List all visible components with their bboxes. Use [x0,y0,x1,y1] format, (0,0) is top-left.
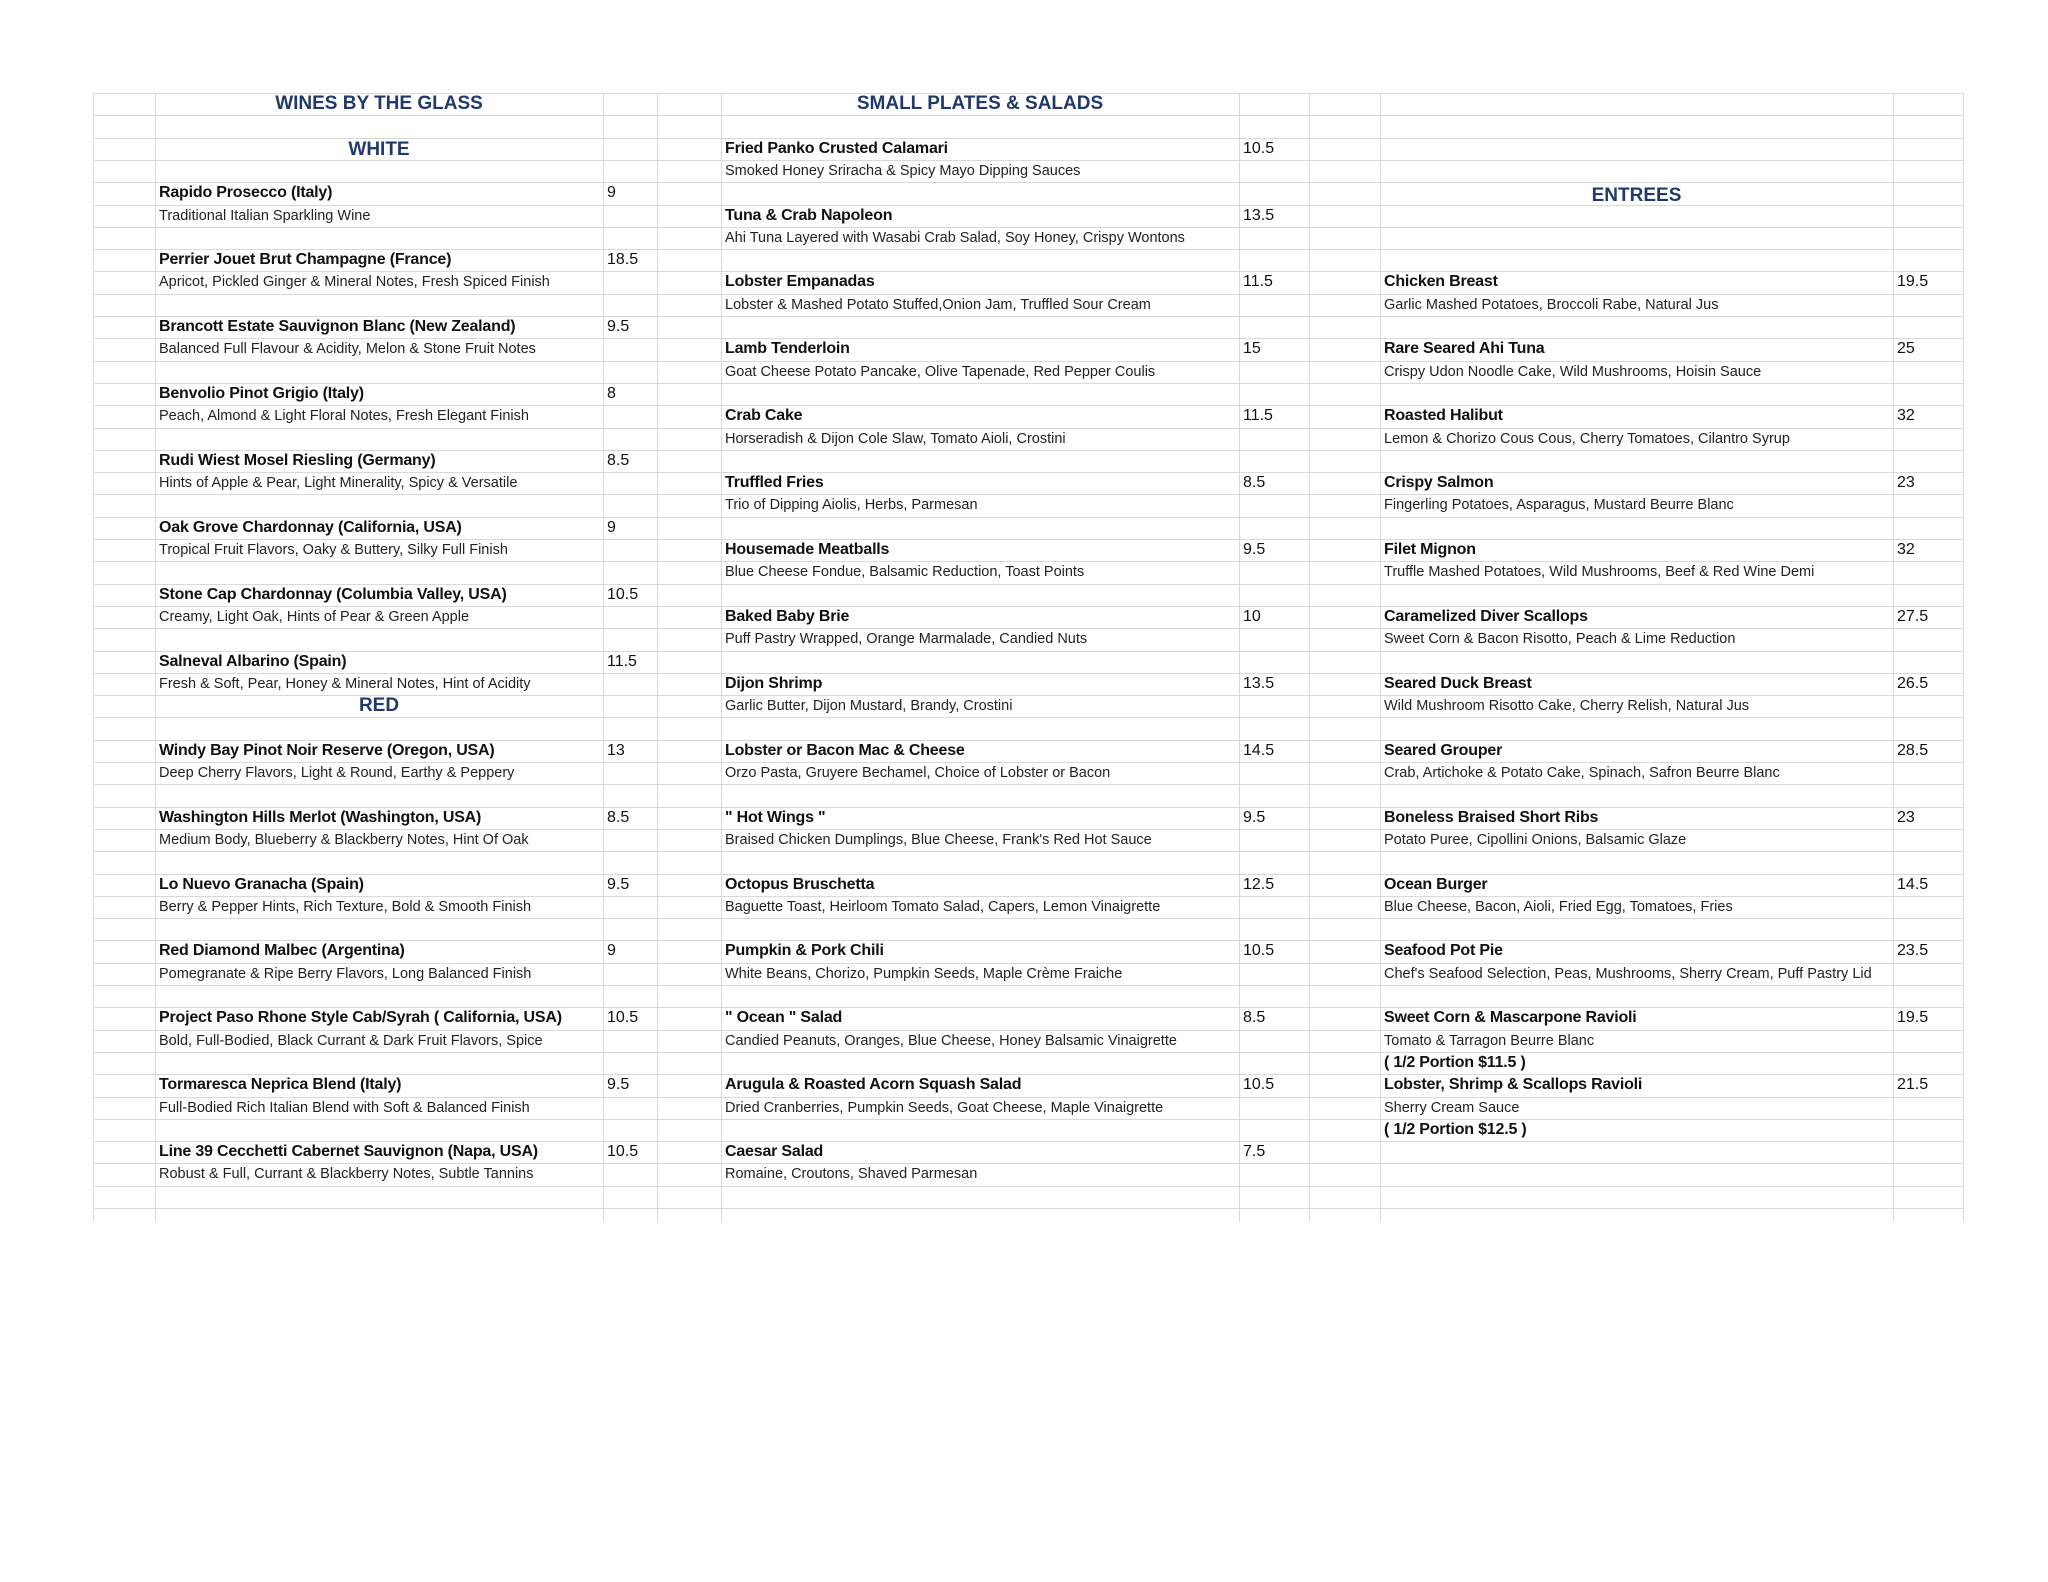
small-plate-name: Lobster or Bacon Mac & Cheese [725,742,965,759]
grid-hline [93,851,1963,852]
wine-price: 9 [607,519,616,536]
small-plate-price: 12.5 [1243,876,1275,893]
wine-price: 9 [607,184,616,201]
wine-description: Creamy, Light Oak, Hints of Pear & Green Apple [159,609,470,625]
wine-name: Benvolio Pinot Grigio (Italy) [159,385,364,402]
small-plate-name: Arugula & Roasted Acorn Squash Salad [725,1076,1022,1093]
grid-hline [93,985,1963,986]
wine-price: 9 [607,942,616,959]
small-plate-description: Baguette Toast, Heirloom Tomato Salad, Capers, Lemon Vinaigrette [725,899,1161,915]
small-plate-price: 10.5 [1243,140,1275,157]
small-plate-price: 9.5 [1243,809,1266,826]
small-plate-description: Braised Chicken Dumplings, Blue Cheese, Frank's Red Hot Sauce [725,832,1152,848]
wine-price: 9.5 [607,318,630,335]
grid-hline [93,717,1963,718]
small-plates-heading: SMALL PLATES & SALADS [856,93,1104,114]
entree-description: Blue Cheese, Bacon, Aioli, Fried Egg, Tomatoes, Fries [1384,899,1733,915]
small-plate-name: Housemade Meatballs [725,541,890,558]
small-plate-name: Dijon Shrimp [725,675,823,692]
entree-price: 32 [1897,541,1915,558]
entree-price: 21.5 [1897,1076,1929,1093]
wine-name: Line 39 Cecchetti Cabernet Sauvignon (Napa, USA) [159,1143,538,1160]
small-plate-name: " Hot Wings " [725,809,826,826]
entree-description: Wild Mushroom Risotto Cake, Cherry Relish, Natural Jus [1384,698,1750,714]
wine-name: Salneval Albarino (Spain) [159,653,347,670]
small-plate-price: 13.5 [1243,675,1275,692]
wine-description: Traditional Italian Sparkling Wine [159,208,371,224]
wine-price: 11.5 [607,653,637,670]
entree-name: Boneless Braised Short Ribs [1384,809,1599,826]
small-plate-price: 8.5 [1243,1009,1266,1026]
small-plate-description: Candied Peanuts, Oranges, Blue Cheese, Honey Balsamic Vinaigrette [725,1033,1177,1049]
small-plate-name: Tuna & Crab Napoleon [725,207,893,224]
wine-description: Bold, Full-Bodied, Black Currant & Dark Fruit Flavors, Spice [159,1033,543,1049]
wine-description: Deep Cherry Flavors, Light & Round, Earthy & Peppery [159,765,515,781]
small-plate-price: 11.5 [1243,273,1273,290]
wine-name: Perrier Jouet Brut Champagne (France) [159,251,452,268]
small-plate-price: 9.5 [1243,541,1266,558]
entree-name: Roasted Halibut [1384,407,1503,424]
entree-price: 28.5 [1897,742,1929,759]
wine-description: Hints of Apple & Pear, Light Minerality, Spicy & Versatile [159,475,518,491]
wine-name: Rapido Prosecco (Italy) [159,184,333,201]
grid-hline [93,1186,1963,1187]
wine-description: Peach, Almond & Light Floral Notes, Fresh Elegant Finish [159,408,529,424]
entree-description: Truffle Mashed Potatoes, Wild Mushrooms, Beef & Red Wine Demi [1384,564,1815,580]
entrees-heading: ENTREES [1591,185,1682,206]
wine-price: 10.5 [607,1143,639,1160]
wine-description: Apricot, Pickled Ginger & Mineral Notes, Fresh Spiced Finish [159,274,550,290]
wine-name: Red Diamond Malbec (Argentina) [159,942,405,959]
small-plate-name: Lobster Empanadas [725,273,875,290]
entree-description: Fingerling Potatoes, Asparagus, Mustard Beurre Blanc [1384,497,1734,513]
entree-price: 14.5 [1897,876,1929,893]
small-plate-description: Orzo Pasta, Gruyere Bechamel, Choice of Lobster or Bacon [725,765,1111,781]
wine-name: Windy Bay Pinot Noir Reserve (Oregon, USA) [159,742,495,759]
entree-price: 19.5 [1897,1009,1929,1026]
wine-price: 8.5 [607,809,630,826]
small-plate-description: Goat Cheese Potato Pancake, Olive Tapenade, Red Pepper Coulis [725,364,1156,380]
red-heading: RED [358,695,400,716]
grid-hline [93,874,1963,875]
entree-price: 32 [1897,407,1915,424]
wine-description: Pomegranate & Ripe Berry Flavors, Long Balanced Finish [159,966,532,982]
small-plate-price: 11.5 [1243,407,1273,424]
small-plate-description: Garlic Butter, Dijon Mustard, Brandy, Crostini [725,698,1013,714]
entree-description: Sherry Cream Sauce [1384,1100,1520,1116]
wine-price: 10.5 [607,1009,639,1026]
entree-description: Chef's Seafood Selection, Peas, Mushrooms, Sherry Cream, Puff Pastry Lid [1384,966,1872,982]
wine-price: 9.5 [607,1076,630,1093]
wine-name: Project Paso Rhone Style Cab/Syrah ( California, USA) [159,1009,562,1026]
grid-hline [93,182,1963,183]
small-plate-price: 7.5 [1243,1143,1266,1160]
wine-name: Rudi Wiest Mosel Riesling (Germany) [159,452,436,469]
wine-description: Fresh & Soft, Pear, Honey & Mineral Notes, Hint of Acidity [159,676,531,692]
wine-description: Full-Bodied Rich Italian Blend with Soft & Balanced Finish [159,1100,530,1116]
small-plate-name: Caesar Salad [725,1143,824,1160]
wine-name: Lo Nuevo Granacha (Spain) [159,876,364,893]
small-plate-name: Pumpkin & Pork Chili [725,942,884,959]
entree-description: Potato Puree, Cipollini Onions, Balsamic Glaze [1384,832,1687,848]
small-plate-description: Romaine, Croutons, Shaved Parmesan [725,1166,978,1182]
grid-hline [93,1052,1963,1053]
entree-name: Filet Mignon [1384,541,1476,558]
entree-name: Chicken Breast [1384,273,1498,290]
entree-price: 27.5 [1897,608,1929,625]
small-plate-name: Baked Baby Brie [725,608,850,625]
wine-price: 8 [607,385,616,402]
wine-name: Tormaresca Neprica Blend (Italy) [159,1076,402,1093]
grid-hline [93,115,1963,116]
entree-price: 26.5 [1897,675,1929,692]
small-plate-name: " Ocean " Salad [725,1009,843,1026]
small-plate-description: Horseradish & Dijon Cole Slaw, Tomato Aioli, Crostini [725,431,1066,447]
wine-description: Medium Body, Blueberry & Blackberry Notes, Hint Of Oak [159,832,529,848]
entree-price: 19.5 [1897,273,1929,290]
wine-price: 10.5 [607,586,639,603]
entree-price: 23 [1897,474,1915,491]
small-plate-price: 10 [1243,608,1261,625]
small-plate-price: 13.5 [1243,207,1275,224]
small-plate-description: Blue Cheese Fondue, Balsamic Reduction, Toast Points [725,564,1085,580]
wine-description: Berry & Pepper Hints, Rich Texture, Bold & Smooth Finish [159,899,532,915]
wine-name: Stone Cap Chardonnay (Columbia Valley, USA) [159,586,507,603]
entree-price: 23 [1897,809,1915,826]
small-plate-name: Fried Panko Crusted Calamari [725,140,948,157]
entree-description: Crab, Artichoke & Potato Cake, Spinach, Safron Beurre Blanc [1384,765,1780,781]
entree-price: 25 [1897,340,1915,357]
small-plate-name: Truffled Fries [725,474,824,491]
wines-heading: WINES BY THE GLASS [275,93,483,114]
small-plate-price: 10.5 [1243,1076,1275,1093]
wine-name: Oak Grove Chardonnay (California, USA) [159,519,462,536]
entree-name: Caramelized Diver Scallops [1384,608,1588,625]
small-plate-price: 14.5 [1243,742,1275,759]
white-heading: WHITE [348,139,410,160]
entree-name: Rare Seared Ahi Tuna [1384,340,1545,357]
entree-name: Lobster, Shrimp & Scallops Ravioli [1384,1076,1643,1093]
grid-hline [93,1119,1963,1120]
small-plate-description: Lobster & Mashed Potato Stuffed,Onion Jam, Truffled Sour Cream [725,297,1151,313]
entree-name: Ocean Burger [1384,876,1488,893]
small-plate-description: Ahi Tuna Layered with Wasabi Crab Salad, Soy Honey, Crispy Wontons [725,230,1185,246]
entree-name: Seared Grouper [1384,742,1503,759]
menu-sheet [93,93,1963,1222]
grid-hline [93,383,1963,384]
entree-description: Tomato & Tarragon Beurre Blanc [1384,1033,1595,1049]
grid-vline [1963,93,1964,1222]
small-plate-description: Smoked Honey Sriracha & Spicy Mayo Dipping Sauces [725,163,1081,179]
entree-name: Crispy Salmon [1384,474,1494,491]
small-plate-name: Crab Cake [725,407,803,424]
small-plate-description: White Beans, Chorizo, Pumpkin Seeds, Maple Crème Fraiche [725,966,1123,982]
entree-portion-note: ( 1/2 Portion $11.5 ) [1384,1054,1526,1071]
grid-hline [93,651,1963,652]
wine-price: 8.5 [607,452,630,469]
entree-description: Lemon & Chorizo Cous Cous, Cherry Tomatoes, Cilantro Syrup [1384,431,1790,447]
entree-name: Seafood Pot Pie [1384,942,1503,959]
entree-description: Sweet Corn & Bacon Risotto, Peach & Lime Reduction [1384,631,1736,647]
entree-name: Sweet Corn & Mascarpone Ravioli [1384,1009,1637,1026]
wine-description: Robust & Full, Currant & Blackberry Notes, Subtle Tannins [159,1166,534,1182]
small-plate-name: Octopus Bruschetta [725,876,875,893]
small-plate-price: 10.5 [1243,942,1275,959]
entree-description: Crispy Udon Noodle Cake, Wild Mushrooms, Hoisin Sauce [1384,364,1762,380]
grid-hline [93,918,1963,919]
grid-hline [93,1208,1963,1209]
wine-price: 9.5 [607,876,630,893]
entree-description: Garlic Mashed Potatoes, Broccoli Rabe, Natural Jus [1384,297,1719,313]
wine-name: Brancott Estate Sauvignon Blanc (New Zealand) [159,318,516,335]
entree-portion-note: ( 1/2 Portion $12.5 ) [1384,1121,1527,1138]
small-plate-price: 15 [1243,340,1261,357]
wine-name: Washington Hills Merlot (Washington, USA) [159,809,482,826]
wine-description: Balanced Full Flavour & Acidity, Melon & Stone Fruit Notes [159,341,536,357]
small-plate-description: Puff Pastry Wrapped, Orange Marmalade, Candied Nuts [725,631,1088,647]
small-plate-price: 8.5 [1243,474,1266,491]
grid-hline [93,784,1963,785]
small-plate-description: Dried Cranberries, Pumpkin Seeds, Goat Cheese, Maple Vinaigrette [725,1100,1164,1116]
wine-price: 18.5 [607,251,639,268]
small-plate-name: Lamb Tenderloin [725,340,850,357]
entree-name: Seared Duck Breast [1384,675,1532,692]
entree-price: 23.5 [1897,942,1929,959]
small-plate-description: Trio of Dipping Aiolis, Herbs, Parmesan [725,497,978,513]
wine-price: 13 [607,742,625,759]
wine-description: Tropical Fruit Flavors, Oaky & Buttery, Silky Full Finish [159,542,508,558]
